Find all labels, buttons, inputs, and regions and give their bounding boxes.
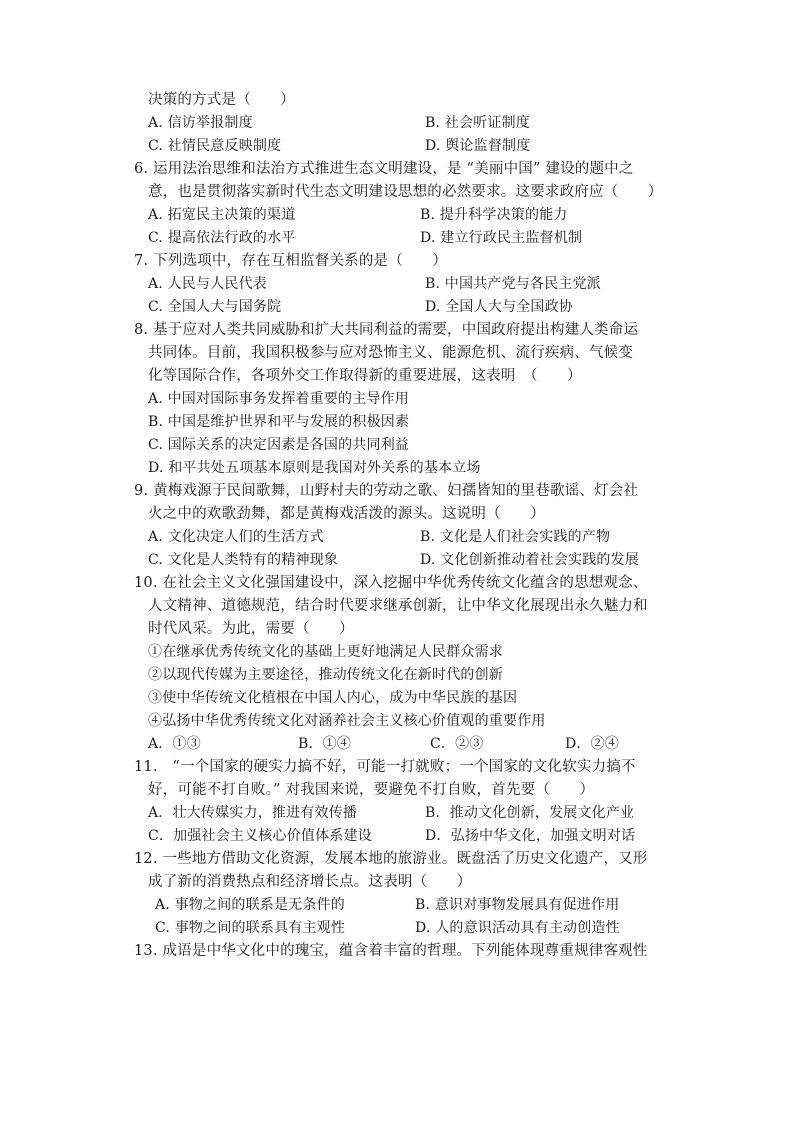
q12-option-d: D. 人的意识活动具有主动创造性 [415, 920, 620, 936]
q9-option-b: B. 文化是人们社会实践的产物 [420, 529, 611, 545]
q7-option-d: D. 全国人大与全国政协 [425, 299, 574, 315]
q5-stem-tail: 决策的方式是（ ） [148, 92, 295, 108]
q8-stem-line3: 化等国际合作，各项外交工作取得新的重要进展，这表明 （ ） [148, 368, 582, 384]
q9-option-c: C. 文化是人类特有的精神现象 [148, 552, 339, 568]
q10-statement-1: ①在继承优秀传统文化的基础上更好地满足人民群众需求 [148, 644, 503, 660]
q10-statement-4: ④弘扬中华优秀传统文化对涵养社会主义核心价值观的重要作用 [148, 713, 546, 729]
q12-option-a: A. 事物之间的联系是无条件的 [155, 897, 346, 913]
q8-stem-line2: 共同体。目前，我国积极参与应对恐怖主义、能源危机、流行疾病、气候变 [148, 345, 634, 361]
q10-stem-line2: 人文精神、道德规范，结合时代要求继承创新，让中华文化展现出永久魅力和 [148, 598, 648, 614]
q8-option-b: B. 中国是维护世界和平与发展的积极因素 [148, 414, 410, 430]
q7-option-c: C. 全国人大与国务院 [148, 299, 282, 315]
q12-option-c: C. 事物之间的联系具有主观性 [155, 920, 346, 936]
q8-stem-line1: 8. 基于应对人类共同威胁和扩大共同利益的需要，中国政府提出构建人类命运 [134, 322, 639, 338]
q11-option-c: C．加强社会主义核心价值体系建设 [148, 828, 372, 844]
q12-stem-line2: 成了新的消费热点和经济增长点。这表明（ ） [148, 874, 472, 890]
q11-option-b: B．推动文化创新，发展文化产业 [425, 805, 635, 821]
q9-option-a: A. 文化决定人们的生活方式 [148, 529, 324, 545]
q6-option-b: B. 提升科学决策的能力 [420, 207, 568, 223]
q10-stem-line1: 10. 在社会主义文化强国建设中，深入挖掘中华优秀传统文化蕴含的思想观念、 [134, 575, 648, 591]
q5-option-a: A. 信访举报制度 [148, 115, 253, 131]
q11-stem-line2: 好，可能不打自败。” 对我国来说，要避免不打自败，首先要（ ） [148, 782, 595, 798]
q6-option-c: C. 提高依法行政的水平 [148, 230, 296, 246]
q6-option-a: A. 拓宽民主决策的渠道 [148, 207, 296, 223]
q8-option-c: C. 国际关系的决定因素是各国的共同利益 [148, 437, 410, 453]
q11-option-a: A．壮大传媒实力，推进有效传播 [148, 805, 358, 821]
q11-option-d: D．弘扬中华文化，加强文明对话 [425, 828, 636, 844]
q10-stem-line3: 时代风采。为此，需要（ ） [148, 621, 354, 637]
q10-statement-2: ②以现代传媒为主要途径，推动传统文化在新时代的创新 [148, 667, 503, 683]
q6-stem-line1: 6. 运用法治思维和法治方式推进生态文明建设，是 “美丽中国” 建设的题中之 [134, 161, 634, 177]
q10-option-d: D．②④ [565, 736, 620, 752]
q7-option-b: B. 中国共产党与各民主党派 [425, 276, 601, 292]
q9-stem-line2: 火之中的欢歌劲舞，都是黄梅戏活泼的源头。这说明（ ） [148, 506, 545, 522]
q5-option-d: D. 舆论监督制度 [425, 138, 531, 154]
q5-option-b: B. 社会听证制度 [425, 115, 530, 131]
q10-option-b: B．①④ [298, 736, 352, 752]
q9-stem-line1: 9. 黄梅戏源于民间歌舞，山野村夫的劳动之歌、妇孺皆知的里巷歌谣、灯会社 [134, 483, 639, 499]
q8-option-d: D. 和平共处五项基本原则是我国对外关系的基本立场 [148, 460, 481, 476]
q12-stem-line1: 12. 一些地方借助文化资源，发展本地的旅游业。既盘活了历史文化遗产，又形 [134, 851, 648, 867]
q8-option-a: A. 中国对国际事务发挥着重要的主导作用 [148, 391, 410, 407]
q13-stem-line1: 13. 成语是中华文化中的瑰宝，蕴含着丰富的哲理。下列能体现尊重规律客观性 [134, 943, 648, 959]
q7-stem: 7. 下列选项中，存在互相监督关系的是（ ） [134, 253, 448, 269]
q10-statement-3: ③使中华传统文化植根在中国人内心，成为中华民族的基因 [148, 690, 518, 706]
q10-option-a: A．①③ [148, 736, 201, 752]
q10-option-c: C．②③ [430, 736, 484, 752]
q6-stem-line2: 意，也是贯彻落实新时代生态文明建设思想的必然要求。这要求政府应（ ） [148, 184, 663, 200]
q9-option-d: D. 文化创新推动着社会实践的发展 [420, 552, 640, 568]
q12-option-b: B. 意识对事物发展具有促进作用 [415, 897, 620, 913]
q6-option-d: D. 建立行政民主监督机制 [420, 230, 583, 246]
q7-option-a: A. 人民与人民代表 [148, 276, 268, 292]
q5-option-c: C. 社情民意反映制度 [148, 138, 282, 154]
q11-stem-line1: 11. “一个国家的硬实力搞不好，可能一打就败；一个国家的文化软实力搞不 [134, 759, 636, 775]
